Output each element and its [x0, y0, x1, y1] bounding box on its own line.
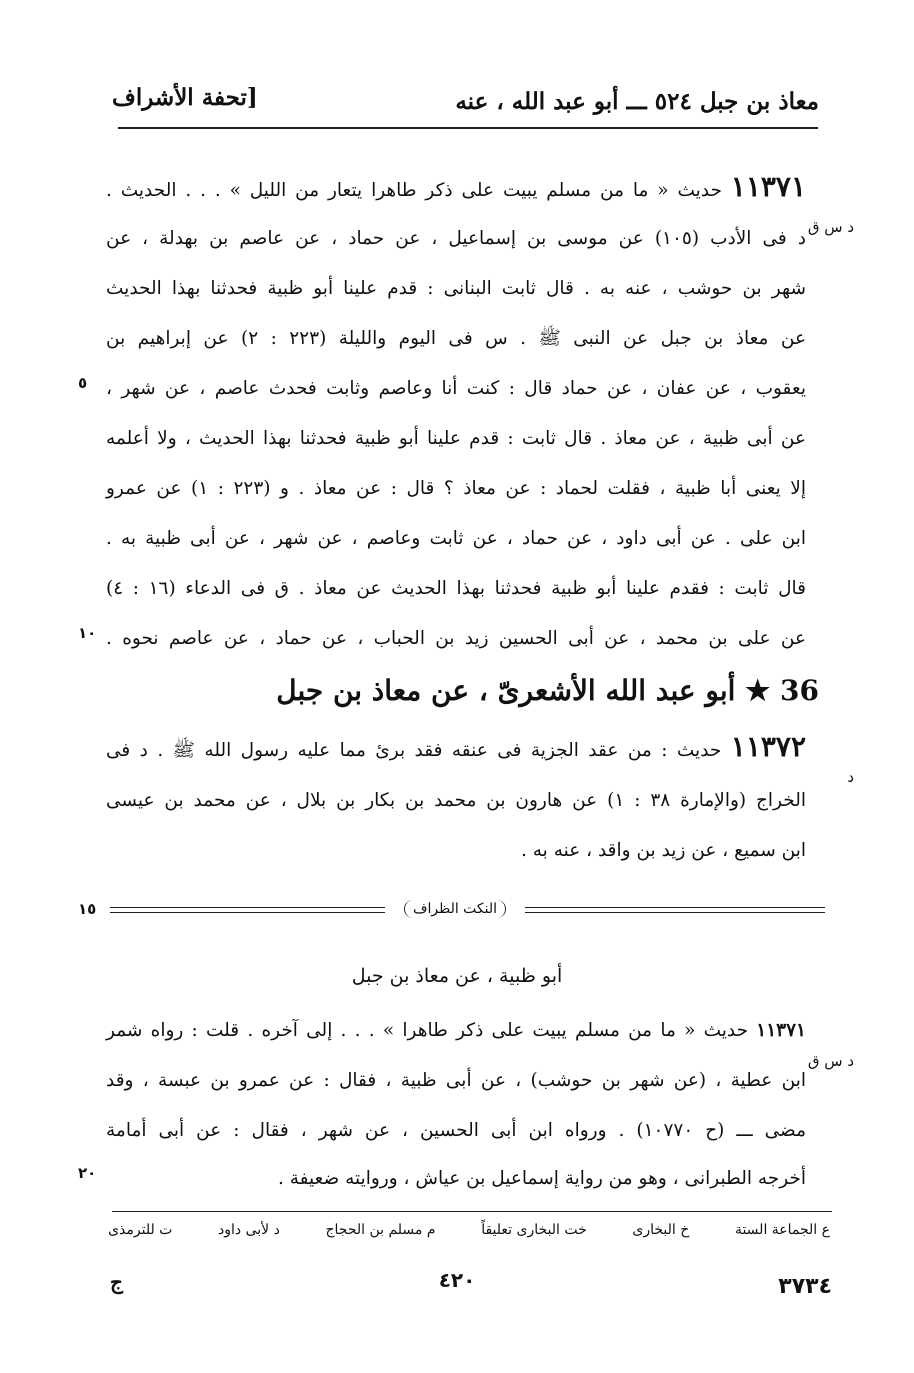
abbreviation-item: ت للترمذى: [108, 1222, 173, 1238]
entry-line: يعقوب ، عن عفان ، عن حماد قال : كنت أنا وعاصم وثابت فحدث عاصم ، عن شهر ،: [106, 378, 806, 399]
footnote-rule: [112, 1211, 832, 1212]
nukat-text: حديث « ما من مسلم يبيت على ذكر طاهرا » . . . إلى آخره . قلت : رواه شمر: [106, 1020, 749, 1041]
abbreviation-item: خت البخارى تعليقاً: [481, 1222, 587, 1238]
line-number: ١٠: [78, 624, 97, 642]
entry-line: الخراج (والإمارة ٣٨ : ١) عن هارون بن محمد بن بكار بن بلال ، عن محمد بن عيسى: [106, 790, 806, 811]
entry-line: [106, 732, 806, 764]
abbreviation-item: م مسلم بن الحجاج: [325, 1222, 436, 1238]
abbreviation-key: [108, 1222, 830, 1238]
abbreviation-item: خ البخارى: [632, 1222, 690, 1238]
entry-line: [106, 172, 806, 204]
line-number: ٥: [78, 374, 88, 392]
entry-line: د فى الأدب (١٠٥) عن موسى بن إسماعيل ، عن حماد ، عن عاصم بن بهدلة ، عن: [106, 228, 806, 249]
entry-line: عن معاذ بن جبل عن النبى ﷺ . س فى اليوم والليلة (٢٢٣ : ٢) عن إبراهيم بن: [106, 328, 807, 349]
entry-text: حديث « ما من مسلم يبيت على ذكر طاهرا يتعار من الليل » . . . الحديث .: [106, 180, 722, 201]
volume-mark: ج: [110, 1270, 123, 1294]
section-marker: 36 ★: [745, 674, 819, 707]
divider-rule-left: [110, 907, 385, 908]
entry-number: ١١٣٧٢: [730, 730, 806, 763]
nukat-line: [106, 1016, 806, 1048]
line-number: ٢٠: [78, 1164, 97, 1182]
line-number: ١٥: [78, 900, 97, 918]
divider-rule-left-2: [110, 912, 385, 913]
nukat-line: ابن عطية ، (عن شهر بن حوشب) ، عن أبى ظبية ، فقال : عن عمرو بن عبسة ، وقد: [106, 1070, 806, 1091]
running-number: ٣٧٣٤: [778, 1274, 832, 1299]
abbreviation-item: د لأبى داود: [218, 1222, 280, 1238]
divider-rule-right-2: [525, 912, 825, 913]
entry-line: ابن على . عن أبى داود ، عن حماد ، عن ثابت وعاصم ، عن شهر ، عن أبى ظبية به .: [106, 528, 806, 549]
divider-label: النكت الظراف: [385, 900, 525, 918]
margin-sigla: د س ق: [807, 1052, 854, 1070]
nukat-line: أخرجه الطبرانى ، وهو من رواية إسماعيل بن عياش ، وروايته ضعيفة .: [277, 1168, 806, 1189]
entry-number: ١١٣٧١: [730, 170, 806, 203]
page-number: ٤٢٠: [438, 1268, 476, 1292]
divider-rule-right: [525, 907, 825, 908]
section-title: أبو عبد الله الأشعرىّ ، عن معاذ بن جبل: [276, 674, 736, 707]
entry-text: حديث : من عقد الجزية فى عنقه فقد برئ مما عليه رسول الله ﷺ . د فى: [106, 740, 722, 761]
nukat-line: مضى ـــ (ح ١٠٧٧٠) . ورواه ابن أبى الحسين ، عن شهر ، فقال : عن أبى أمامة: [106, 1120, 806, 1141]
running-header-right: معاذ بن جبل ٥٢٤ ـــ أبو عبد الله ، عنه: [455, 88, 819, 115]
margin-sigla: د س ق: [807, 218, 854, 236]
nukat-number: ١١٣٧١: [756, 1020, 806, 1041]
entry-line: شهر بن حوشب ، عنه به . قال ثابت البنانى : قدم علينا أبو ظبية فحدثنا بهذا الحديث: [106, 278, 806, 299]
header-rule: [118, 127, 818, 129]
nukat-title: أبو ظبية ، عن معاذ بن جبل: [351, 965, 563, 987]
entry-line: قال ثابت : فقدم علينا أبو ظبية فحدثنا بهذا الحديث عن معاذ . ق فى الدعاء (١٦ : ٤): [106, 578, 806, 599]
entry-line: إلا يعنى أبا ظبية ، فقلت لحماد : عن معاذ ؟ قال : عن معاذ . و (٢٢٣ : ١) عن عمرو: [106, 478, 806, 499]
entry-line: عن أبى ظبية ، عن معاذ . قال ثابت : قدم علينا أبو ظبية فحدثنا بهذا الحديث ، ولا أعلمه: [106, 428, 806, 449]
margin-sigla: د: [847, 768, 854, 786]
running-header-left: [تحفة الأشراف: [112, 84, 258, 111]
section-heading: [276, 674, 819, 707]
abbreviation-item: ع الجماعة الستة: [734, 1222, 830, 1238]
entry-line: عن على بن محمد ، عن أبى الحسين زيد بن الحباب ، عن حماد ، عن عاصم نحوه .: [106, 628, 806, 649]
entry-line: ابن سميع ، عن زيد بن واقد ، عنه به .: [520, 840, 806, 861]
